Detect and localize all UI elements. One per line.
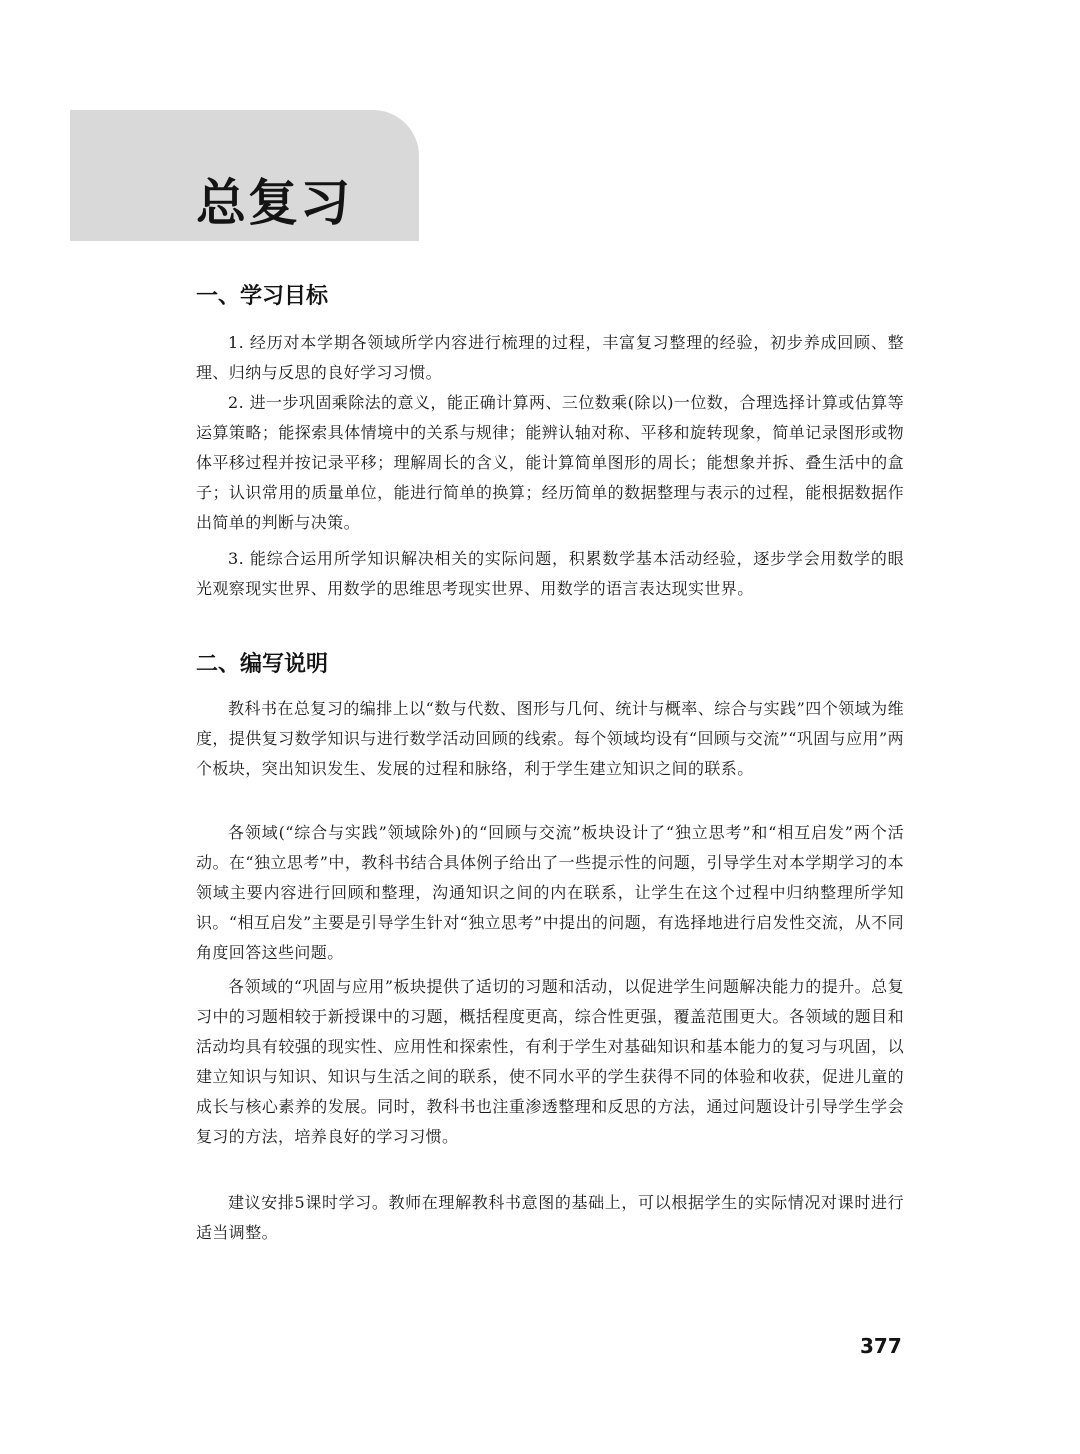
page-title: 总复习 (196, 174, 352, 232)
notes-paragraph-4: 建议安排5课时学习。教师在理解教科书意图的基础上，可以根据学生的实际情况对课时进行适当调整。 (196, 1193, 904, 1242)
goal-paragraph-3: 3. 能综合运用所学知识解决相关的实际问题，积累数学基本活动经验，逐步学会用数学的眼光观察现实世界、用数学的思维思考现实世界、用数学的语言表达现实世界。 (196, 549, 904, 598)
notes-paragraph-1: 教科书在总复习的编排上以“数与代数、图形与几何、统计与概率、综合与实践”四个领域为维度，提供复习数学知识与进行数学活动回顾的线索。每个领域均设有“回顾与交流”“巩固与应用”两个板块，突出知识发生、发展的过程和脉络，利于学生建立知识之间的联系。 (196, 699, 904, 778)
goal-paragraph-1: 1. 经历对本学期各领域所学内容进行梳理的过程，丰富复习整理的经验，初步养成回顾、整理、归纳与反思的良好学习习惯。 (196, 333, 904, 382)
section-heading-learning-goals: 一、学习目标 (196, 284, 329, 309)
notes-paragraph-3: 各领域的“巩固与应用”板块提供了适切的习题和活动，以促进学生问题解决能力的提升。总复习中的习题相较于新授课中的习题，概括程度更高，综合性更强，覆盖范围更大。各领域的题目和活动均具有较强的现实性、应用性和探索性，有利于学生对基础知识和基本能力的复习与巩固，以建立知识与知识、知识与生活之间的联系，使不同水平的学生获得不同的体验和收获，促进儿童的成长与核心素养的发展。同时，教科书也注重渗透整理和反思的方法，通过问题设计引导学生学会复习的方法，培养良好的学习习惯。 (196, 977, 904, 1146)
notes-paragraph-2: 各领域(“综合与实践”领域除外)的“回顾与交流”板块设计了“独立思考”和“相互启发”两个活动。在“独立思考”中，教科书结合具体例子给出了一些提示性的问题，引导学生对本学期学习的本领域主要内容进行回顾和整理，沟通知识之间的内在联系，让学生在这个过程中归纳整理所学知识。“相互启发”主要是引导学生针对“独立思考”中提出的问题，有选择地进行启发性交流，从不同角度回答这些问题。 (196, 823, 904, 962)
page-number: 377 (860, 1334, 902, 1358)
goal-paragraph-2: 2. 进一步巩固乘除法的意义，能正确计算两、三位数乘(除以)一位数，合理选择计算或估算等运算策略；能探索具体情境中的关系与规律；能辨认轴对称、平移和旋转现象，简单记录图形或物体平移过程并按记录平移；理解周长的含义，能计算简单图形的周长；能想象并拆、叠生活中的盒子；认识常用的质量单位，能进行简单的换算；经历简单的数据整理与表示的过程，能根据数据作出简单的判断与决策。 (196, 393, 904, 532)
section-heading-writing-notes: 二、编写说明 (196, 652, 329, 677)
